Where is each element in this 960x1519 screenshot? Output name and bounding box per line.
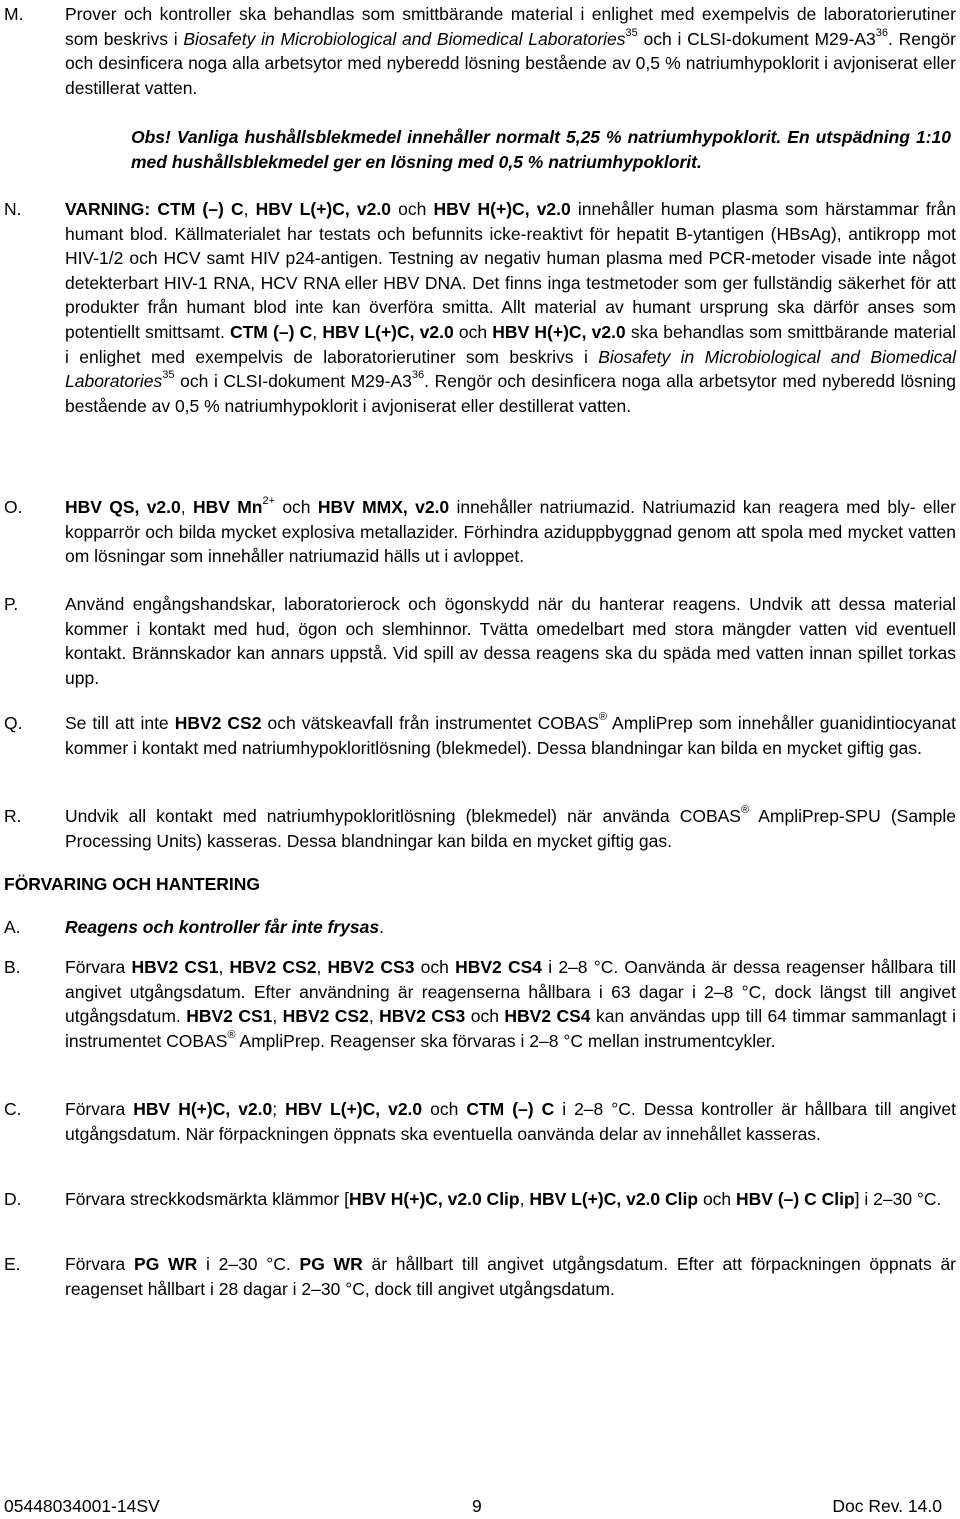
section-text: VARNING: CTM (–) C, HBV L(+)C, v2.0 och HBV H(+)C, v2.0 innehåller human plasma som härstammar från humant blod. Källmaterialet har testats och befunnits icke-reaktivt för hepatit B-ytantigen (HBsAg), antikropp mot HIV-1/2 och HCV samt HIV p24-antigen. Testning av negativ human plasma med PCR-metoder visade inte något detekterbart HIV-1 RNA, HCV RNA eller HBV DNA. Det finns inga testmetoder som ger fullständig säkerhet för att produkter från humant blod inte kan överföra smitta. Allt material av humant ursprung ska därför anses som potentiellt smittsamt. CTM (–) C, HBV L(+)C, v2.0 och HBV H(+)C, v2.0 ska behandlas som smittbärande material i enlighet med exempelvis de laboratorierutiner som beskrivs i Biosafety in Microbiological and Biomedical Laboratories$^{35}$ och i CLSI-dokument $M29-A3^{36}$. Rengör och desinficera noga alla arbetsytor med nyberedd lösning bestående av 0,5 % natriumhypoklorit i avjoniserat eller destillerat vatten. <box>65 199 956 416</box>
section-m <box>4 2 956 100</box>
section-q <box>4 711 956 760</box>
section-text: Förvara streckkodsmärkta klämmor [HBV H(+)C, v2.0 Clip, HBV L(+)C, v2.0 Clip och HBV (–) C Clip] i 2–30 °C. <box>65 1189 942 1209</box>
section-text: Reagens och kontroller får inte frysas. <box>65 917 385 937</box>
section-text: Prover och kontroller ska behandlas som smittbärande material i enlighet med exempelvis de laboratorierutiner som beskrivs i Biosafety in Microbiological and Biomedical Laboratories$^{35}$ och i CLSI-dokument $M29-A3^{36}$. Rengör och desinficera noga alla arbetsytor med nyberedd lösning bestående av 0,5 % natriumhypoklorit i avjoniserat eller destillerat vatten. <box>65 4 956 98</box>
section-r <box>4 804 956 853</box>
section-text: Förvara PG WR i 2–30 °C. PG WR är hållbart till angivet utgångsdatum. Efter att förpackningen öppnats är reagenset hållbart i 28 dagar i 2–30 °C, dock till angivet utgångsdatum. <box>65 1254 957 1299</box>
section-label: M. <box>4 4 24 24</box>
section-label: N. <box>4 199 22 219</box>
section-n <box>4 197 956 418</box>
footer-page-number: 9 <box>472 1496 482 1516</box>
section-o <box>4 495 956 569</box>
section-label: P. <box>4 594 19 614</box>
section-p <box>4 592 956 690</box>
section-label: B. <box>4 957 21 977</box>
section-label: R. <box>4 806 22 826</box>
section-label: O. <box>4 497 23 517</box>
section-text: HBV QS, v2.0, HBV $Mn^{2+}$ och HBV MMX, v2.0 innehåller natriumazid. Natriumazid kan reagera med bly- eller kopparrör och bilda mycket explosiva metallazider. Förhindra aziduppbyggnad genom att spola med mycket vatten om lösningar som innehåller natriumazid hälls ut i avloppet. <box>65 495 956 567</box>
storage-heading: FÖRVARING OCH HANTERING <box>4 874 261 894</box>
storage-e <box>4 1252 956 1301</box>
section-label: C. <box>4 1099 22 1119</box>
section-label: E. <box>4 1254 21 1274</box>
storage-b <box>4 955 956 1053</box>
section-text: Förvara HBV2 CS1, HBV2 CS2, HBV2 CS3 och HBV2 CS4 i 2–8 °C. Oanvända är dessa reagenser hållbara till angivet utgångsdatum. Efter användning är reagenserna hållbara i 63 dagar i 2–8 °C, dock längst till angivet utgångsdatum. HBV2 CS1, HBV2 CS2, HBV2 CS3 och HBV2 CS4 kan användas upp till 64 timmar sammanlagt i instrumentet COBAS® AmpliPrep. Reagenser ska förvaras i 2–8 °C mellan instrumentcykler. <box>65 957 957 1051</box>
section-label: A. <box>4 917 21 937</box>
storage-a <box>4 915 956 940</box>
storage-d <box>4 1187 956 1212</box>
section-text: Använd engångshandskar, laboratorierock och ögonskydd när du hanterar reagens. Undvik att dessa material kommer i kontakt med hud, ögon och slemhinnor. Tvätta omedelbart med stora mängder vatten vid eventuell kontakt. Brännskador kan annars uppstå. Vid spill av dessa reagens ska du späda med vatten innan spillet torkas upp. <box>65 594 956 688</box>
footer-revision: Doc Rev. 14.0 <box>832 1496 942 1516</box>
section-text: Se till att inte HBV2 CS2 och vätskeavfall från instrumentet COBAS® AmpliPrep som innehåller guanidintiocyanat kommer i kontakt med natriumhypokloritlösning (blekmedel). Dessa blandningar kan bilda en mycket giftig gas. <box>65 711 956 758</box>
bleach-note: Obs! Vanliga hushållsblekmedel innehåller normalt 5,25 % natriumhypoklorit. En utspädning 1:10 med hushållsblekmedel ger en lösning med 0,5 % natriumhypoklorit. <box>131 127 951 172</box>
footer-doc-number: 05448034001-14SV <box>4 1496 160 1516</box>
section-text: Förvara HBV H(+)C, v2.0; HBV L(+)C, v2.0 och CTM (–) C i 2–8 °C. Dessa kontroller är hållbara till angivet utgångsdatum. När förpackningen öppnats ska eventuella oanvända delar av innehållet kasseras. <box>65 1099 956 1144</box>
storage-c <box>4 1097 956 1146</box>
section-label: Q. <box>4 713 23 733</box>
section-label: D. <box>4 1189 22 1209</box>
section-text: Undvik all kontakt med natriumhypokloritlösning (blekmedel) när använda COBAS® AmpliPrep-SPU (Sample Processing Units) kasseras. Dessa blandningar kan bilda en mycket giftig gas. <box>65 804 956 851</box>
